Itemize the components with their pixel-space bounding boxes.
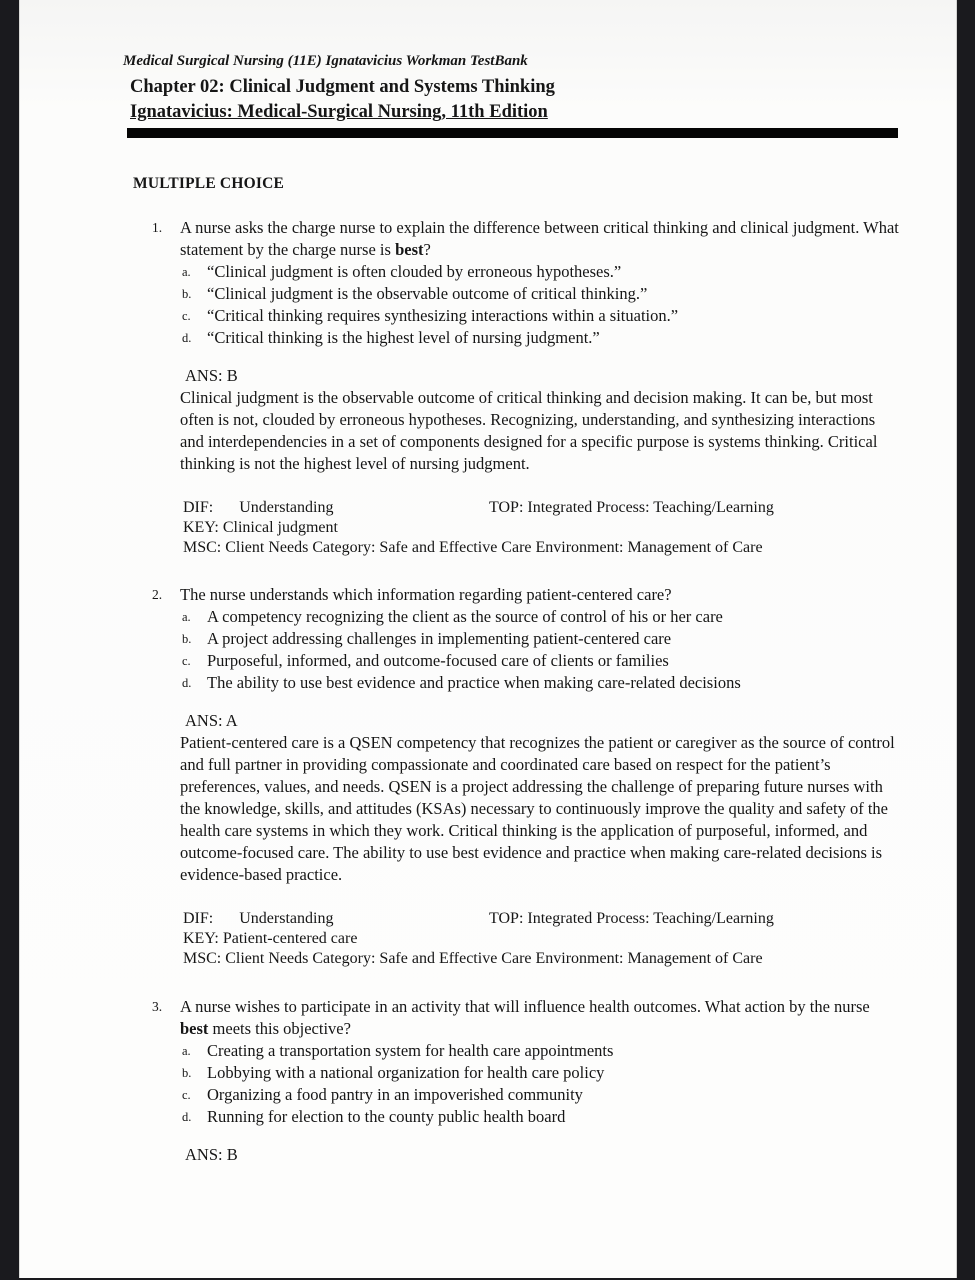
option-text: Organizing a food pantry in an impoverished community — [207, 1085, 583, 1104]
question-3 — [19, 996, 957, 1166]
question-stem — [180, 584, 899, 606]
option-letter: d. — [182, 331, 192, 345]
key-value: KEY: Patient-centered care — [183, 930, 358, 947]
stem-text-end: meets this objective? — [208, 1019, 351, 1038]
answer-line: ANS: A — [185, 711, 238, 730]
option-text: Lobbying with a national organization for health care policy — [207, 1063, 605, 1082]
key-value: KEY: Clinical judgment — [183, 519, 338, 536]
question-stem — [180, 217, 899, 261]
option-letter: c. — [182, 309, 191, 323]
option-letter: b. — [182, 632, 192, 646]
question-2 — [19, 584, 957, 969]
option-letter: c. — [182, 654, 191, 668]
answer-line: ANS: B — [185, 1145, 238, 1164]
option-text: Purposeful, informed, and outcome-focused care of clients or families — [207, 651, 669, 670]
option-letter: d. — [182, 676, 192, 690]
answer-option — [19, 261, 957, 283]
question-number: 2. — [152, 587, 163, 602]
page-edge-left — [0, 0, 20, 1280]
answer-option — [19, 628, 957, 650]
answer-option — [19, 606, 957, 628]
option-text: The ability to use best evidence and practice when making care-related decisions — [207, 673, 741, 692]
msc-value: MSC: Client Needs Category: Safe and Effective Care Environment: Management of Care — [183, 539, 763, 556]
dif-label: DIF: — [183, 499, 214, 516]
header-edition-title: Ignatavicius: Medical-Surgical Nursing, 11th Edition — [130, 102, 548, 122]
stem-text: The nurse understands which information regarding patient-centered care? — [180, 585, 672, 604]
option-letter: d. — [182, 1110, 192, 1124]
answer-option — [19, 1062, 957, 1084]
page-edge-right — [956, 0, 975, 1280]
option-letter: a. — [182, 265, 191, 279]
option-text: “Clinical judgment is often clouded by erroneous hypotheses.” — [207, 262, 622, 281]
header-chapter-title: Chapter 02: Clinical Judgment and Systems Thinking — [130, 77, 555, 97]
stem-text: A nurse wishes to participate in an activity that will influence health outcomes. What action by the nurse — [180, 997, 870, 1016]
rationale-text: Patient-centered care is a QSEN competency that recognizes the patient or caregiver as the source of control and full partner in providing compassionate and coordinated care based on respect for the patient’s preferences, values, and needs. QSEN is a project addressing the challenge of preparing future nurses with the knowledge, skills, and attitudes (KSAs) necessary to continuously improve the quality and safety of the health care systems in which they work. Critical thinking is the application of purposeful, informed, and outcome-focused care. The ability to use best evidence and practice when making care-related decisions is evidence-based practice. — [180, 733, 895, 884]
answer-option — [19, 672, 957, 694]
option-letter: a. — [182, 610, 191, 624]
stem-bold-word: best — [180, 1019, 209, 1038]
option-letter: b. — [182, 1066, 192, 1080]
option-letter: c. — [182, 1088, 191, 1102]
question-number: 3. — [152, 999, 163, 1014]
question-number: 1. — [152, 220, 163, 235]
answer-option — [19, 1106, 957, 1128]
rationale-text: Clinical judgment is the observable outcome of critical thinking and decision making. It can be, but most often is not, clouded by erroneous hypotheses. Recognizing, understanding, and synthesizing interactions and interdependencies in a set of components designed for a specific purpose is systems thinking. Critical thinking is not the highest level of nursing judgment. — [180, 388, 878, 473]
header-book-title: Medical Surgical Nursing (11E) Ignatavicius Workman TestBank — [123, 53, 528, 69]
option-text: Running for election to the county public health board — [207, 1107, 566, 1126]
stem-text: A nurse asks the charge nurse to explain the difference between critical thinking and clinical judgment. What statement by the charge nurse is — [180, 218, 899, 259]
msc-value: MSC: Client Needs Category: Safe and Effective Care Environment: Management of Care — [183, 950, 763, 967]
dif-label: DIF: — [183, 910, 214, 927]
answer-option — [19, 283, 957, 305]
document-page — [19, 0, 957, 1280]
option-text: “Clinical judgment is the observable outcome of critical thinking.” — [207, 284, 648, 303]
question-1 — [19, 217, 957, 558]
answer-option — [19, 1040, 957, 1062]
answer-option — [19, 327, 957, 349]
header-divider-bar — [127, 128, 898, 138]
option-letter: a. — [182, 1044, 191, 1058]
dif-value: Understanding — [239, 499, 334, 516]
answer-option — [19, 650, 957, 672]
option-text: A competency recognizing the client as the source of control of his or her care — [207, 607, 723, 626]
answer-line: ANS: B — [185, 366, 238, 385]
option-letter: b. — [182, 287, 192, 301]
top-value: TOP: Integrated Process: Teaching/Learning — [489, 910, 774, 927]
option-text: A project addressing challenges in implementing patient-centered care — [207, 629, 672, 648]
stem-bold-word: best — [395, 240, 424, 259]
question-meta — [183, 909, 957, 969]
top-value: TOP: Integrated Process: Teaching/Learning — [489, 499, 774, 516]
answer-option — [19, 1084, 957, 1106]
answer-option — [19, 305, 957, 327]
dif-value: Understanding — [239, 910, 334, 927]
question-stem — [180, 996, 899, 1040]
section-heading-multiple-choice: MULTIPLE CHOICE — [133, 175, 284, 192]
stem-text-end: ? — [423, 240, 431, 259]
option-text: Creating a transportation system for health care appointments — [207, 1041, 614, 1060]
question-meta — [183, 498, 957, 558]
option-text: “Critical thinking is the highest level of nursing judgment.” — [207, 328, 600, 347]
option-text: “Critical thinking requires synthesizing interactions within a situation.” — [207, 306, 679, 325]
